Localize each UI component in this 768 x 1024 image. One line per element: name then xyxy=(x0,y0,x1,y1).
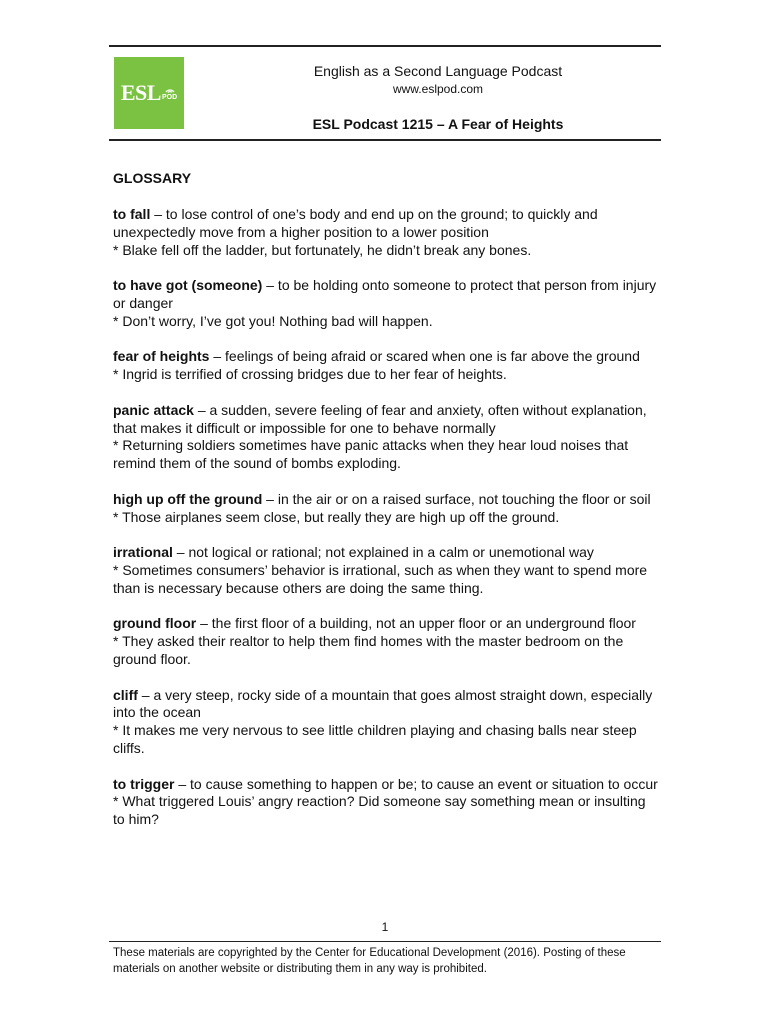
glossary-example: * Don’t worry, I’ve got you! Nothing bad will happen. xyxy=(113,312,433,329)
glossary-definition: – to lose control of one’s body and end up on the ground; to quickly and unexpectedly move from a higher position to a lower position xyxy=(113,206,598,240)
header-website: www.eslpod.com xyxy=(392,82,484,96)
glossary-entry xyxy=(113,687,658,758)
glossary-term: high up off the ground xyxy=(113,490,263,507)
glossary-definition: – not logical or rational; not explained in a calm or unemotional way xyxy=(172,544,594,561)
episode-title: ESL Podcast 1215 – A Fear of Heights xyxy=(312,116,564,132)
glossary-entry xyxy=(113,544,658,597)
glossary-example: * It makes me very nervous to see little children playing and chasing balls near steep cliffs. xyxy=(113,722,637,756)
copyright-footer: These materials are copyrighted by the Center for Educational Development (2016). Posting of these materials on another website or distributing them in any way is prohibited. xyxy=(113,947,626,975)
glossary-example: * They asked their realtor to help them find homes with the master bedroom on the ground floor. xyxy=(113,633,624,667)
header-bottom-rule xyxy=(109,139,661,141)
page-number: 1 xyxy=(381,920,389,934)
glossary-definition: – in the air or on a raised surface, not touching the floor or soil xyxy=(262,490,651,507)
logo-sub-text: POD xyxy=(161,94,178,101)
glossary-example: * Those airplanes seem close, but really they are high up off the ground. xyxy=(113,508,560,525)
glossary-term: irrational xyxy=(113,544,173,561)
glossary-term: cliff xyxy=(113,686,138,703)
glossary-entry xyxy=(113,776,658,829)
glossary-entry xyxy=(113,615,658,668)
glossary-entry xyxy=(113,206,658,259)
footer-rule xyxy=(109,941,661,942)
glossary-entry xyxy=(113,402,658,473)
glossary-example: * Blake fell off the ladder, but fortunately, he didn’t break any bones. xyxy=(113,241,532,258)
eslpod-logo xyxy=(114,57,184,129)
glossary-term: panic attack xyxy=(113,401,194,418)
header-title: English as a Second Language Podcast xyxy=(313,63,563,79)
glossary-definition: – to cause something to happen or be; to cause an event or situation to occur xyxy=(174,775,658,792)
glossary-entry xyxy=(113,491,658,527)
glossary-definition: – a very steep, rocky side of a mountain that goes almost straight down, especially into the ocean xyxy=(113,686,653,721)
glossary-term: to have got (someone) xyxy=(113,277,263,294)
glossary-example: * Sometimes consumers’ behavior is irrational, such as when they want to spend more than is necessary because others are doing the same thing. xyxy=(113,561,648,596)
glossary-definition: – a sudden, severe feeling of fear and anxiety, often without explanation, that makes it difficult or impossible for one to behave normally xyxy=(113,401,647,436)
podcast-icon xyxy=(162,85,177,101)
glossary-example: * Ingrid is terrified of crossing bridges due to her fear of heights. xyxy=(113,366,507,383)
glossary-term: to trigger xyxy=(113,775,175,792)
glossary-entry xyxy=(113,348,658,384)
glossary-definition: – feelings of being afraid or scared when one is far above the ground xyxy=(209,348,640,365)
glossary-example: * What triggered Louis’ angry reaction? Did someone say something mean or insulting to him? xyxy=(113,793,646,828)
glossary-heading: GLOSSARY xyxy=(113,170,192,186)
glossary-definition: – to be holding onto someone to protect that person from injury or danger xyxy=(113,277,657,311)
glossary-term: fear of heights xyxy=(113,348,210,365)
glossary-example: * Returning soldiers sometimes have panic attacks when they hear loud noises that remind them of the sound of bombs exploding. xyxy=(113,437,629,472)
logo-text: ESL xyxy=(120,80,161,105)
glossary-entry xyxy=(113,277,658,330)
glossary-term: ground floor xyxy=(113,615,197,632)
glossary-term: to fall xyxy=(113,206,151,222)
glossary-list xyxy=(113,206,658,847)
header-top-rule xyxy=(109,45,661,47)
glossary-definition: – the first floor of a building, not an upper floor or an underground floor xyxy=(196,615,636,632)
